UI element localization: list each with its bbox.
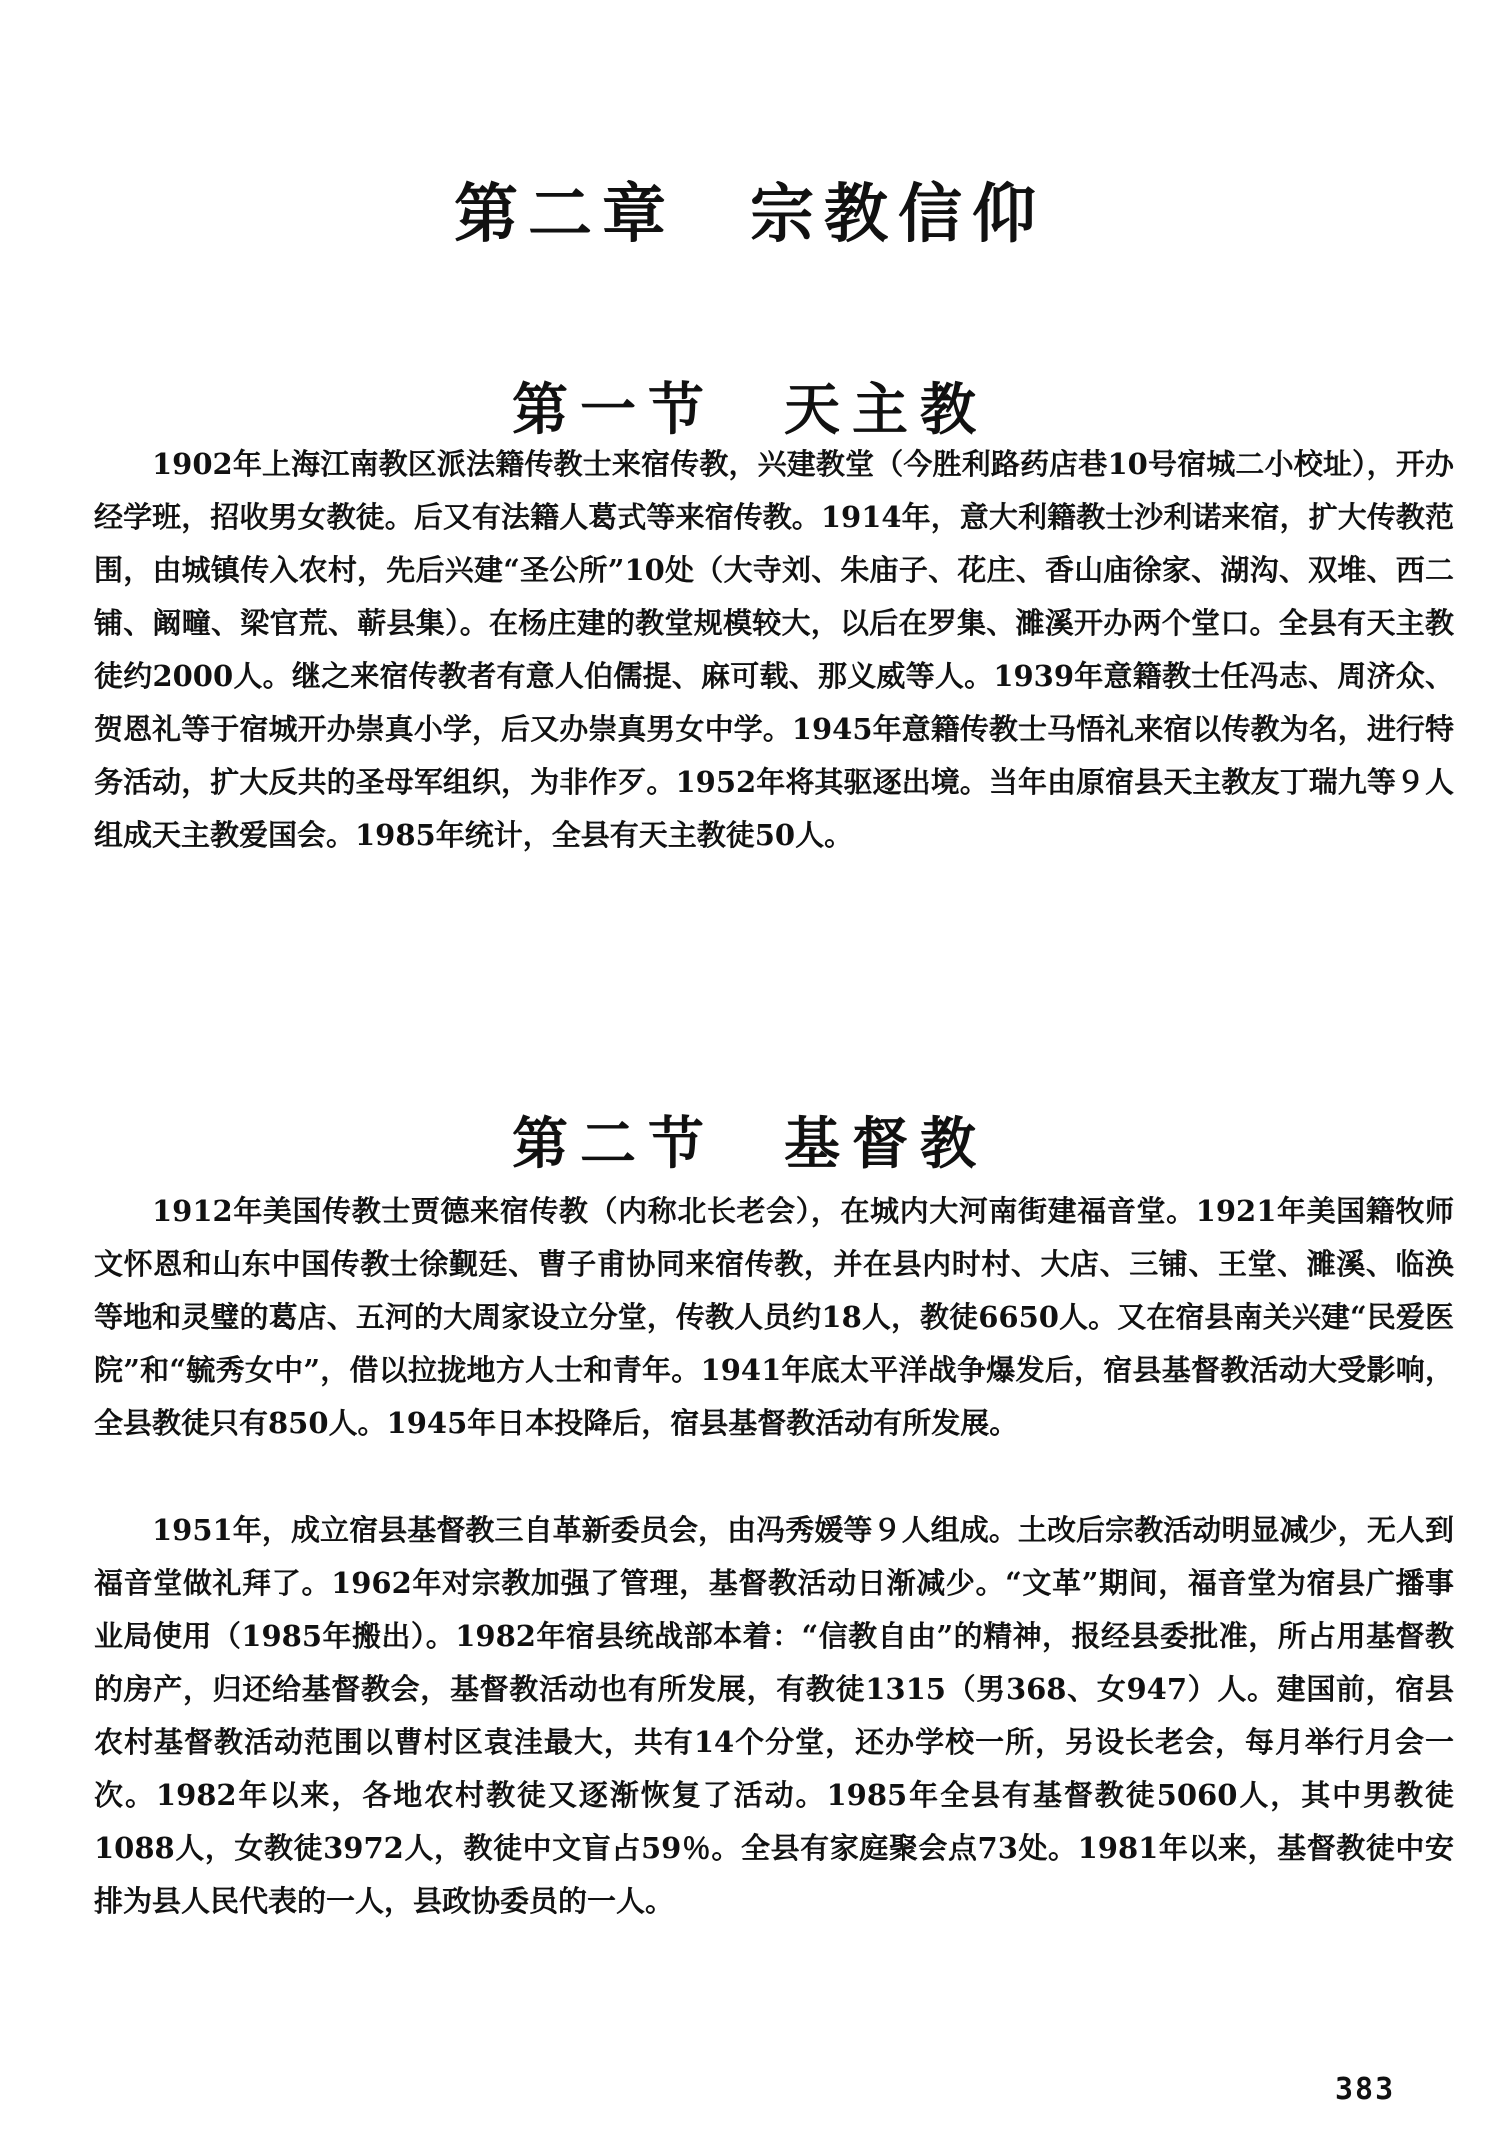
section-1-title: 第一节 天主教 [512, 377, 988, 444]
section-2-paragraph-2: 1951年，成立宿县基督教三自革新委员会，由冯秀媛等９人组成。土改后宗教活动明显减少，无人到福音堂做礼拜了。1962年对宗教加强了管理，基督教活动日渐减少。“文革”期间，福音堂为宿县广播事业局使用（1985年搬出）。1982年宿县统战部本着：“信教自由”的精神，报经县委批准，所占用基督教的房产，归还给基督教会，基督教活动也有所发展，有教徒1315（男368、女947）人。建国前，宿县农村基督教活动范围以曹村区袁洼最大，共有14个分堂，还办学校一所，另设长老会，每月举行月会一次。1982年以来，各地农村教徒又逐渐恢复了活动。1985年全县有基督教徒5060人，其中男教徒1088人，女教徒3972人，教徒中文盲占59％。全县有家庭聚会点73处。1981年以来，基督教徒中安排为县人民代表的一人，县政协委员的一人。 [94, 1513, 1454, 1918]
section-1-paragraph: 1902年上海江南教区派法籍传教士来宿传教，兴建教堂（今胜利路药店巷10号宿城二小校址），开办经学班，招收男女教徒。后又有法籍人葛式等来宿传教。1914年，意大利籍教士沙利诺来宿，扩大传教范围，由城镇传入农村，先后兴建“圣公所”10处（大寺刘、朱庙子、花庄、香山庙徐家、湖沟、双堆、西二铺、阚疃、梁官荒、蕲县集）。在杨庄建的教堂规模较大，以后在罗集、濉溪开办两个堂口。全县有天主教徒约2000人。继之来宿传教者有意人伯儒提、麻可载、那义威等人。1939年意籍教士任冯志、周济众、贺恩礼等于宿城开办崇真小学，后又办崇真男女中学。1945年意籍传教士马悟礼来宿以传教为名，进行特务活动，扩大反共的圣母军组织，为非作歹。1952年将其驱逐出境。当年由原宿县天主教友丁瑞九等９人组成天主教爱国会。1985年统计，全县有天主教徒50人。 [94, 447, 1454, 852]
section-2-title: 第二节 基督教 [512, 1111, 988, 1178]
section-2-paragraph-1: 1912年美国传教士贾德来宿传教（内称北长老会），在城内大河南街建福音堂。1921年美国籍牧师文怀恩和山东中国传教士徐觐廷、曹子甫协同来宿传教，并在县内时村、大店、三铺、王堂、濉溪、临涣等地和灵璧的葛店、五河的大周家设立分堂，传教人员约18人，教徒6650人。又在宿县南关兴建“民爱医院”和“毓秀女中”，借以拉拢地方人士和青年。1941年底太平洋战争爆发后，宿县基督教活动大受影响，全县教徒只有850人。1945年日本投降后，宿县基督教活动有所发展。 [94, 1194, 1454, 1440]
page-number: 383 [1335, 2072, 1396, 2107]
chapter-title: 第二章 宗教信仰 [454, 176, 1046, 252]
